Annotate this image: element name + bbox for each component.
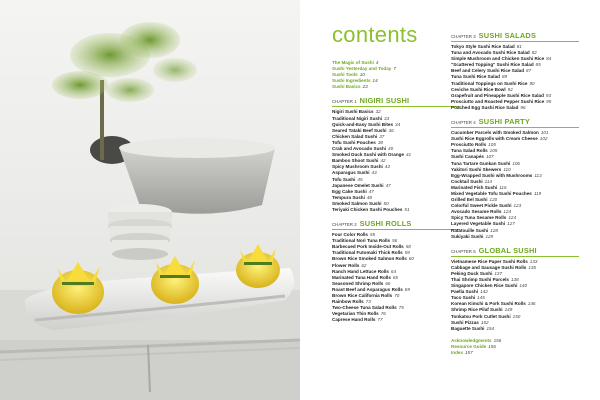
toc-entry-page: 47	[385, 182, 391, 188]
toc-entry-page: 146	[527, 301, 536, 307]
toc-entry-title: Smoked Duck Sushi with Orange	[332, 152, 404, 158]
contents-column-right	[451, 25, 579, 356]
toc-entry-title: Egg-Wrapped Sushi with Mushrooms	[451, 172, 533, 178]
toc-entry-page: 69	[404, 286, 410, 292]
toc-entry-page: 34	[395, 121, 401, 127]
chapter-number: CHAPTER 1	[332, 99, 357, 105]
toc-entry-title: Tofu Sushi	[332, 176, 356, 182]
toc-entry-title: Tuna Sushi Rice Salad	[451, 74, 500, 80]
toc-entry-title: Caprese Hand Rolls	[332, 317, 376, 323]
toc-entry-page: 116	[499, 184, 507, 190]
toc-entry-page: 93	[545, 92, 552, 98]
toc-entry-title: Nigiri Sushi Basics	[332, 109, 374, 115]
toc-entry-page: 154	[486, 325, 495, 331]
toc-entry-page: 41	[405, 152, 412, 158]
toc-entry-page: 114	[484, 178, 492, 184]
toc-entry-title: The Magic of Sushi	[332, 60, 374, 65]
toc-entry-page: 87	[526, 68, 532, 74]
chapter-section	[451, 31, 579, 111]
toc-entry-title: Teriyaki Chicken Sushi Pouches	[332, 206, 403, 212]
toc-entry-page: 51	[404, 206, 410, 212]
toc-entry-page: 135	[528, 264, 536, 270]
toc-entry-page: 101	[540, 130, 549, 136]
chapter-section	[332, 96, 460, 213]
toc-entry-page: 32	[375, 109, 381, 115]
toc-entry-title: Ranch Hand Lettuce Rolls	[332, 268, 389, 274]
toc-entry-title: Traditional Toppings on Sushi Rice	[451, 80, 528, 86]
toc-entry-page: 150	[512, 313, 521, 319]
toc-entry	[332, 317, 460, 323]
toc-entry-page: 107	[485, 154, 494, 160]
toc-entry-title: Quick-and-Easy Sushi Bites	[332, 121, 394, 127]
toc-entry-title: Barbecued Pork Inside-Out Rolls	[332, 244, 404, 250]
toc-entry-page: 62	[361, 262, 367, 268]
toc-entry-title: Tonkatsu Pork Cutlet Sushi	[451, 313, 511, 319]
back-matter-list	[451, 338, 579, 356]
toc-entry-title: Poached Egg Sushi Rice Salad	[451, 104, 519, 110]
toc-entry-page: 127	[507, 221, 515, 227]
chapter-number: CHAPTER 3	[451, 34, 476, 39]
toc-entry-title: Sushi Tools	[332, 72, 358, 78]
toc-entry-page: 137	[494, 270, 503, 276]
toc-entry-title: Beef and Celery Sushi Rice Salad	[451, 68, 525, 74]
chapter-title: SUSHI SALADS	[478, 31, 537, 40]
toc-entry-page: 89	[501, 74, 508, 80]
toc-entry-title: Sushi Rice Eggrolls with Cream Cheese	[451, 136, 538, 142]
toc-entry-page: 77	[377, 317, 383, 323]
toc-entry-page: 96	[520, 104, 526, 110]
toc-entry-title: Marinated Tuna Hand Rolls	[332, 274, 391, 280]
toc-entry-title: Acknowledgments	[451, 337, 492, 343]
toc-entry-page: 4	[375, 60, 379, 65]
toc-entry-title: Simple Mushroom and Chicken Sushi Rice	[451, 56, 545, 62]
toc-entry-page: 65	[392, 274, 398, 280]
toc-entry-title: Prosciutto and Roasted Pepper Sushi Rice	[451, 98, 545, 104]
toc-entry-page: 149	[504, 307, 513, 313]
toc-entry-title: Bamboo Shoot Sushi	[332, 158, 379, 164]
toc-entry-page: 43	[371, 170, 377, 176]
chapter-number: CHAPTER 5	[451, 248, 476, 254]
toc-entry-page: 43	[384, 164, 390, 170]
toc-entry-page: 102	[539, 136, 548, 142]
toc-entry-title: Grilled Eel Sushi	[451, 197, 488, 203]
toc-entry-page: 59	[404, 250, 410, 256]
toc-entry-page: 36	[388, 127, 394, 133]
toc-entry-page: 133	[529, 258, 538, 264]
toc-entry-title: Sukiyaki Sushi	[451, 233, 484, 239]
toc-entry-page: 37	[379, 133, 385, 139]
toc-entry-page: 7	[393, 66, 396, 72]
toc-entry-title: Sushi Yesterday and Today	[332, 66, 392, 72]
toc-entry-page: 92	[507, 86, 513, 92]
contents-page	[300, 0, 600, 400]
toc-entry-page: 129	[485, 233, 494, 239]
toc-entry-title: Yakitori Sushi Skewers	[451, 166, 502, 172]
toc-entry-page: 60	[408, 256, 414, 262]
toc-entry-title: Taco Sushi	[451, 295, 476, 301]
toc-entry-title: Cucumber Parcels with Smoked Salmon	[451, 130, 539, 136]
chapter-heading	[451, 117, 579, 128]
toc-entry	[451, 234, 579, 240]
toc-entry-page: 110	[503, 166, 511, 172]
toc-entry-title: Japanese Omelet Sushi	[332, 182, 384, 188]
page-title: contents	[332, 22, 418, 47]
toc-entry-page: 42	[380, 158, 386, 164]
toc-entry-title: Korean Kimchi & Pork Sushi Rolls	[451, 301, 526, 307]
toc-entry-page: 142	[480, 289, 488, 295]
toc-entry-page: 157	[465, 350, 473, 356]
toc-entry-page: 55	[369, 232, 376, 238]
toc-entry-title: Smoked Salmon Sushi	[332, 200, 382, 206]
toc-entry-page: 156	[488, 343, 496, 349]
toc-entry-page: 38	[377, 139, 383, 145]
toc-entry-page: 81	[516, 44, 522, 49]
toc-entry-title: Sushi Ingredients	[332, 78, 371, 84]
toc-entry-page: 58	[405, 244, 411, 250]
toc-entry-title: Four Color Rolls	[332, 232, 368, 238]
toc-entry-title: Thai Shrimp Sushi Parcels	[451, 277, 509, 282]
toc-entry-title: Grapefruit and Pineapple Sushi Rice Salad	[451, 92, 544, 98]
toc-entry-title: Two-Cheese Tuna Salad Rolls	[332, 305, 397, 311]
toc-entry-title: Resource Guide	[451, 343, 487, 349]
chapter-number: CHAPTER 2	[332, 222, 357, 228]
toc-entry-page: 145	[477, 295, 485, 301]
toc-entry-page: 123	[513, 203, 522, 209]
contents-column-left	[332, 60, 460, 323]
toc-entry-page: 47	[368, 188, 374, 194]
chapter-section	[451, 117, 579, 240]
chapter-title: SUSHI PARTY	[478, 117, 530, 127]
toc-entry-page: 124	[508, 215, 516, 221]
toc-entry-title: Roast Beef and Asparagus Rolls	[332, 286, 403, 292]
intro-list	[332, 60, 460, 90]
toc-entry	[332, 207, 460, 213]
toc-entry-title: Seared Tataki Beef Sushi	[332, 127, 387, 133]
toc-entry-title: Index	[451, 350, 463, 356]
toc-entry-page: 119	[533, 190, 542, 196]
toc-entry-page: 40	[388, 146, 394, 152]
toc-entry-title: "Scattered Topping" Sushi Rice Salad	[451, 62, 534, 68]
toc-entry-page: 48	[366, 194, 372, 200]
toc-entry-page: 138	[510, 277, 519, 282]
toc-entry-page: 14	[372, 78, 378, 84]
toc-entry-page: 82	[531, 50, 537, 56]
toc-entry-page: 156	[493, 337, 502, 343]
toc-entry-title: Spicy Mushroom Sushi	[332, 164, 383, 170]
toc-entry-page: 33	[384, 115, 390, 121]
toc-entry-title: Tuna Tartare Gunkan Sushi	[451, 160, 511, 166]
toc-entry-page: 50	[383, 200, 389, 206]
toc-entry-page: 73	[365, 299, 371, 305]
toc-entry-title: Spicy Tuna Sesame Rolls	[451, 215, 507, 221]
toc-entry-title: Chicken Salad Sushi	[332, 133, 378, 139]
toc-entry	[451, 326, 579, 332]
toc-entry-page: 95	[546, 98, 552, 104]
toc-entry-title: Sushi Basics	[332, 84, 361, 90]
toc-entry-page: 10	[359, 72, 365, 78]
toc-entry-title: Traditional Nigiri Sushi	[332, 115, 383, 121]
toc-entry-title: Sushi Canapés	[451, 154, 484, 160]
toc-entry-title: Tempura Sushi	[332, 194, 365, 200]
chapter-heading	[332, 219, 460, 230]
toc-entry-title: Peking Duck Sushi	[451, 270, 493, 276]
toc-entry-title: Crab and Avocado Sushi	[332, 146, 387, 152]
toc-entry-title: Asparagus Sushi	[332, 170, 370, 176]
toc-entry-page: 76	[380, 311, 386, 317]
toc-entry-title: Tokyo Style Sushi Rice Salad	[451, 44, 515, 49]
toc-entry-page: 84	[546, 56, 552, 62]
toc-entry-title: Traditional Futomaki Thick Rolls	[332, 250, 403, 256]
toc-entry-page: 56	[392, 238, 398, 244]
toc-entry-title: Mixed Vegetable Tofu Sushi Pouches	[451, 190, 532, 196]
toc-entry-title: Colorful Sweet Pickle Sushi	[451, 203, 512, 209]
toc-entry-title: Vietnamese Rice Paper Sushi Rolls	[451, 258, 528, 264]
toc-entry-title: Singapore Chicken Rice Sushi	[451, 283, 518, 289]
toc-entry-page: 66	[385, 280, 391, 286]
chapter-section	[332, 219, 460, 323]
toc-entry-title: Baguette Sushi	[451, 325, 485, 331]
toc-entry-title: Seasoned Shrimp Rolls	[332, 280, 384, 286]
chapter-list-left	[332, 96, 460, 323]
toc-entry	[451, 350, 579, 356]
toc-entry-title: Prosciutto Rolls	[451, 142, 487, 148]
toc-entry-page: 64	[390, 268, 397, 274]
toc-entry-page: 85	[535, 62, 541, 68]
toc-entry-page: 120	[489, 197, 498, 203]
toc-entry-title: Ratatouille Sushi	[451, 227, 489, 233]
toc-entry-page: 113	[534, 172, 542, 178]
toc-entry-title: Marinated Fish Sushi	[451, 184, 498, 190]
toc-entry-title: Tofu Sushi Pouches	[332, 139, 376, 145]
chapter-heading	[451, 246, 579, 257]
toc-entry-page: 106	[512, 160, 520, 166]
chapter-heading	[451, 31, 579, 42]
toc-entry-title: Layered Vegetable Sushi	[451, 221, 506, 227]
toc-entry-page: 70	[394, 293, 400, 298]
toc-entry-page: 152	[480, 319, 489, 325]
toc-entry-page: 45	[357, 176, 363, 182]
chapter-list-right	[451, 31, 579, 332]
toc-entry-page: 90	[529, 80, 535, 86]
toc-entry-title: Ceviche Sushi Rice Bowl	[451, 86, 506, 92]
toc-entry-title: Egg Cake Sushi	[332, 188, 367, 194]
toc-entry-page: 105	[489, 148, 498, 154]
toc-entry-page: 23	[362, 84, 368, 90]
toc-entry-page: 105	[488, 142, 496, 148]
toc-entry-title: Tuna and Avocado Sushi Rice Salad	[451, 50, 530, 56]
chapter-title: GLOBAL SUSHI	[478, 245, 537, 255]
toc-entry-title: Brown Rice California Rolls	[332, 293, 393, 298]
toc-entry	[451, 105, 579, 111]
chapter-title: NIGIRI SUSHI	[359, 96, 410, 106]
toc-entry-title: Cabbage and Sausage Sushi Rolls	[451, 264, 527, 270]
chapter-section	[451, 246, 579, 332]
toc-entry-title: Cocktail Sushi	[451, 178, 483, 184]
toc-entry-page: 128	[490, 227, 498, 233]
toc-entry-title: Shrimp Rice Pilaf Sushi	[451, 307, 503, 313]
toc-entry-page: 75	[398, 305, 404, 311]
toc-entry	[332, 84, 460, 90]
toc-entry-title: Flower Rolls	[332, 262, 360, 268]
toc-entry-title: Traditional Nori Tuna Rolls	[332, 238, 391, 244]
toc-entry-title: Rainbow Rolls	[332, 299, 364, 305]
chapter-title: SUSHI ROLLS	[359, 219, 412, 229]
toc-entry-title: Tuna Salad Rolls	[451, 148, 488, 154]
chapter-heading	[332, 96, 460, 107]
toc-entry-title: Paella Sushi	[451, 289, 479, 295]
toc-entry-title: Avocado Sesame Rolls	[451, 209, 502, 215]
toc-entry-title: Vegetarian Thin Rolls	[332, 311, 379, 317]
toc-entry-title: Brown Rice Smoked Salmon Rolls	[332, 256, 407, 262]
chapter-number: CHAPTER 4	[451, 120, 476, 126]
toc-entry-page: 140	[519, 283, 528, 289]
toc-entry-title: Sushi Pizzas	[451, 319, 479, 325]
toc-entry-page: 124	[503, 209, 512, 215]
